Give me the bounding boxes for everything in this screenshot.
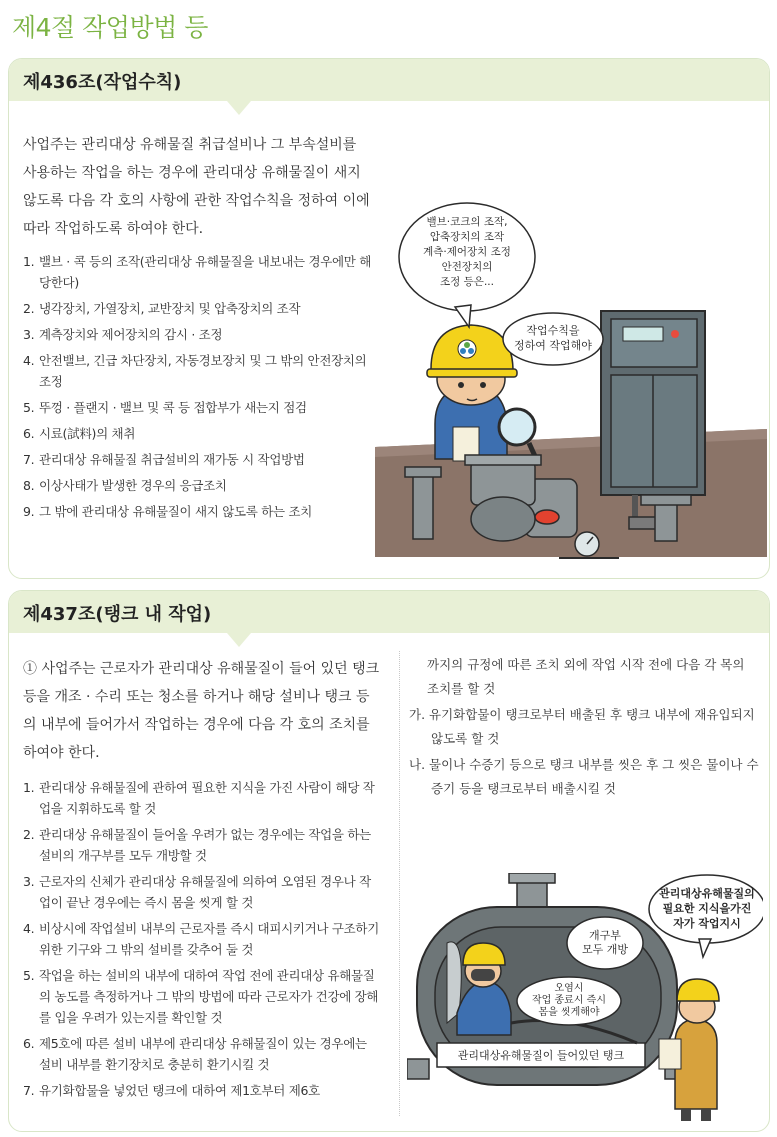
- item-number: 3.: [23, 327, 35, 342]
- rule-list: [23, 251, 371, 527]
- measure-item: [23, 1080, 381, 1101]
- measure-item: [23, 871, 381, 913]
- item-text: 계측장치와 제어장치의 감시 · 조정: [39, 327, 223, 342]
- item-text: 유기화합물을 넣었던 탱크에 대하여 제1호부터 제6호: [39, 1083, 320, 1098]
- measure-item: [23, 918, 381, 960]
- item-number: 1.: [23, 780, 35, 795]
- sub-item-list: [409, 703, 759, 801]
- rule-item: [23, 423, 371, 444]
- bubble-line: 모두 개방: [581, 943, 629, 956]
- bubble-line: 자가 작업지시: [673, 917, 741, 930]
- section-title: 제436조(작업수칙): [23, 72, 182, 93]
- item-number: 6.: [23, 426, 35, 441]
- clipboard: [659, 1039, 681, 1069]
- measure-list: [23, 777, 381, 1106]
- measure-item: [23, 777, 381, 819]
- section-header: [9, 591, 769, 633]
- illustration-tank-work: [407, 873, 763, 1121]
- hard-hat: [677, 979, 719, 1001]
- section-header: [9, 59, 769, 101]
- rule-item: [23, 501, 371, 522]
- gas-mask: [471, 969, 495, 981]
- bubble-line: 작업수칙을: [526, 324, 580, 337]
- item-text: 안전밸브, 긴급 차단장치, 자동경보장치 및 그 밖의 안전장치의 조정: [39, 353, 367, 389]
- speech-bubble-supervisor: [649, 875, 763, 957]
- header-notch: [227, 633, 251, 647]
- item-text: 냉각장치, 가열장치, 교반장치 및 압축장치의 조작: [39, 301, 301, 316]
- bubble-line: 안전장치의: [441, 261, 493, 273]
- item-number: 2.: [23, 827, 35, 842]
- column-divider: [399, 651, 401, 1116]
- item-number: 9.: [23, 504, 35, 519]
- item-number: 3.: [23, 874, 35, 889]
- valve-assembly: [465, 455, 541, 541]
- bubble-line: 관리대상유해물질의: [659, 887, 755, 900]
- measure-item: [23, 1033, 381, 1075]
- rule-item: [23, 449, 371, 470]
- bubble-line: 작업 종료시 즉시: [532, 995, 606, 1006]
- speech-bubble-wash: [517, 977, 621, 1025]
- item-text: 관리대상 유해물질이 들어올 우려가 없는 경우에는 작업을 하는 설비의 개구부를 모두 개방할 것: [39, 827, 371, 863]
- rule-item: [23, 475, 371, 496]
- speech-bubble-open-hatch: [567, 917, 643, 969]
- item-number: 4.: [23, 921, 35, 936]
- speech-bubble-controls: [399, 203, 535, 327]
- bubble-line: 개구부: [589, 929, 621, 942]
- item-text: 제5호에 따른 설비 내부에 관리대상 유해물질이 있는 경우에는 설비 내부를 환기장치로 충분히 환기시킬 것: [39, 1036, 367, 1072]
- item-text: 근로자의 신체가 관리대상 유해물질에 의하여 오염된 경우나 작업이 끝난 경우에는 즉시 몸을 씻게 할 것: [39, 874, 371, 910]
- item-text: 그 밖에 관리대상 유해물질이 새지 않도록 하는 조치: [39, 504, 312, 519]
- item-number: 6.: [23, 1036, 35, 1051]
- rule-item: [23, 324, 371, 345]
- header-notch: [227, 101, 251, 115]
- red-button: [535, 510, 559, 524]
- section-article-437: [8, 590, 770, 1132]
- section-article-436: [8, 58, 770, 579]
- item-number: 7.: [23, 1083, 35, 1098]
- measure-item: [23, 824, 381, 866]
- svg-text:관리대상유해물질이 들어있던 탱크: 관리대상유해물질이 들어있던 탱크: [457, 1049, 625, 1062]
- svg-text:관리대상유해물질의필요한 지식을가진자가 작업지시: [658, 886, 755, 930]
- item-number: 8.: [23, 478, 35, 493]
- bubble-line: 오염시: [554, 983, 584, 994]
- item-text: 작업을 하는 설비의 내부에 대하여 작업 전에 관리대상 유해물질의 농도를 측정하거나 그 밖의 방법에 따라 근로자가 건강에 장해를 입을 우려가 있는지를 확인할 것: [39, 968, 379, 1025]
- item-number: 7.: [23, 452, 35, 467]
- sub-item: 나. 물이나 수증기 등으로 탱크 내부를 씻은 후 그 씻은 물이나 수증기 등을 탱크로부터 배출시킬 것: [409, 757, 759, 796]
- speech-bubble-work-rules: [503, 313, 603, 365]
- continuation-text: 까지의 규정에 따른 조치 외에 작업 시작 전에 다음 각 목의 조치를 할 것: [427, 657, 745, 696]
- section-intro: ① 사업주는 근로자가 관리대상 유해물질이 들어 있던 탱크 등을 개조 · 수리 또는 청소를 하거나 해당 설비나 탱크 등의 내부에 들어가서 작업하는 경우에 다음 각 호의 조치를 하여야 한다.: [23, 661, 380, 761]
- item-text: 뚜껑 · 플랜지 · 밸브 및 콕 등 접합부가 새는지 점검: [39, 400, 307, 415]
- bubble-line: 밸브·코크의 조작,: [426, 216, 508, 228]
- bubble-line: 조정 등은...: [440, 276, 494, 288]
- item-number: 4.: [23, 353, 35, 368]
- rule-item: [23, 397, 371, 418]
- measure-item: [23, 965, 381, 1028]
- page-heading: 제4절 작업방법 등: [12, 13, 208, 42]
- item-text: 관리대상 유해물질에 관하여 필요한 지식을 가진 사람이 해당 작업을 지휘하도록 할 것: [39, 780, 375, 816]
- tank-label: [437, 1043, 645, 1067]
- item-text: 비상시에 작업설비 내부의 근로자를 즉시 대피시키거나 구조하기 위한 기구와 그 밖의 설비를 갖추어 둘 것: [39, 921, 379, 957]
- rule-item: [23, 251, 371, 293]
- bubble-line: 몸을 씻게해야: [538, 1007, 600, 1018]
- bubble-line: 필요한 지식을가진: [662, 902, 752, 915]
- item-text: 밸브 · 콕 등의 조작(관리대상 유해물질을 내보내는 경우에만 해당한다): [39, 254, 372, 290]
- bubble-line: 계측·제어장치 조정: [423, 246, 511, 258]
- right-column: [409, 653, 759, 803]
- sub-item: 가. 유기화합물이 탱크로부터 배출된 후 탱크 내부에 재유입되지 않도록 할 것: [409, 707, 755, 746]
- item-number: 2.: [23, 301, 35, 316]
- item-number: 5.: [23, 400, 35, 415]
- bubble-line: 정하여 작업해야: [514, 339, 592, 352]
- item-text: 시료(試料)의 채취: [39, 426, 136, 441]
- section-intro: 사업주는 관리대상 유해물질 취급설비나 그 부속설비를 사용하는 작업을 하는 경우에 관리대상 유해물질이 새지 않도록 다음 각 호의 사항에 관한 작업수칙을 정하여 이에 따라 작업하도록 하여야 한다.: [23, 137, 370, 237]
- rule-item: [23, 298, 371, 319]
- rule-item: [23, 350, 371, 392]
- item-number: 1.: [23, 254, 35, 269]
- item-number: 5.: [23, 968, 35, 983]
- bubble-line: 압축장치의 조작: [429, 231, 505, 243]
- section-title: 제437조(탱크 내 작업): [23, 604, 212, 625]
- item-text: 관리대상 유해물질 취급설비의 재가동 시 작업방법: [39, 452, 305, 467]
- illustration-worker-valve: [375, 199, 767, 559]
- item-text: 이상사태가 발생한 경우의 응급조치: [39, 478, 227, 493]
